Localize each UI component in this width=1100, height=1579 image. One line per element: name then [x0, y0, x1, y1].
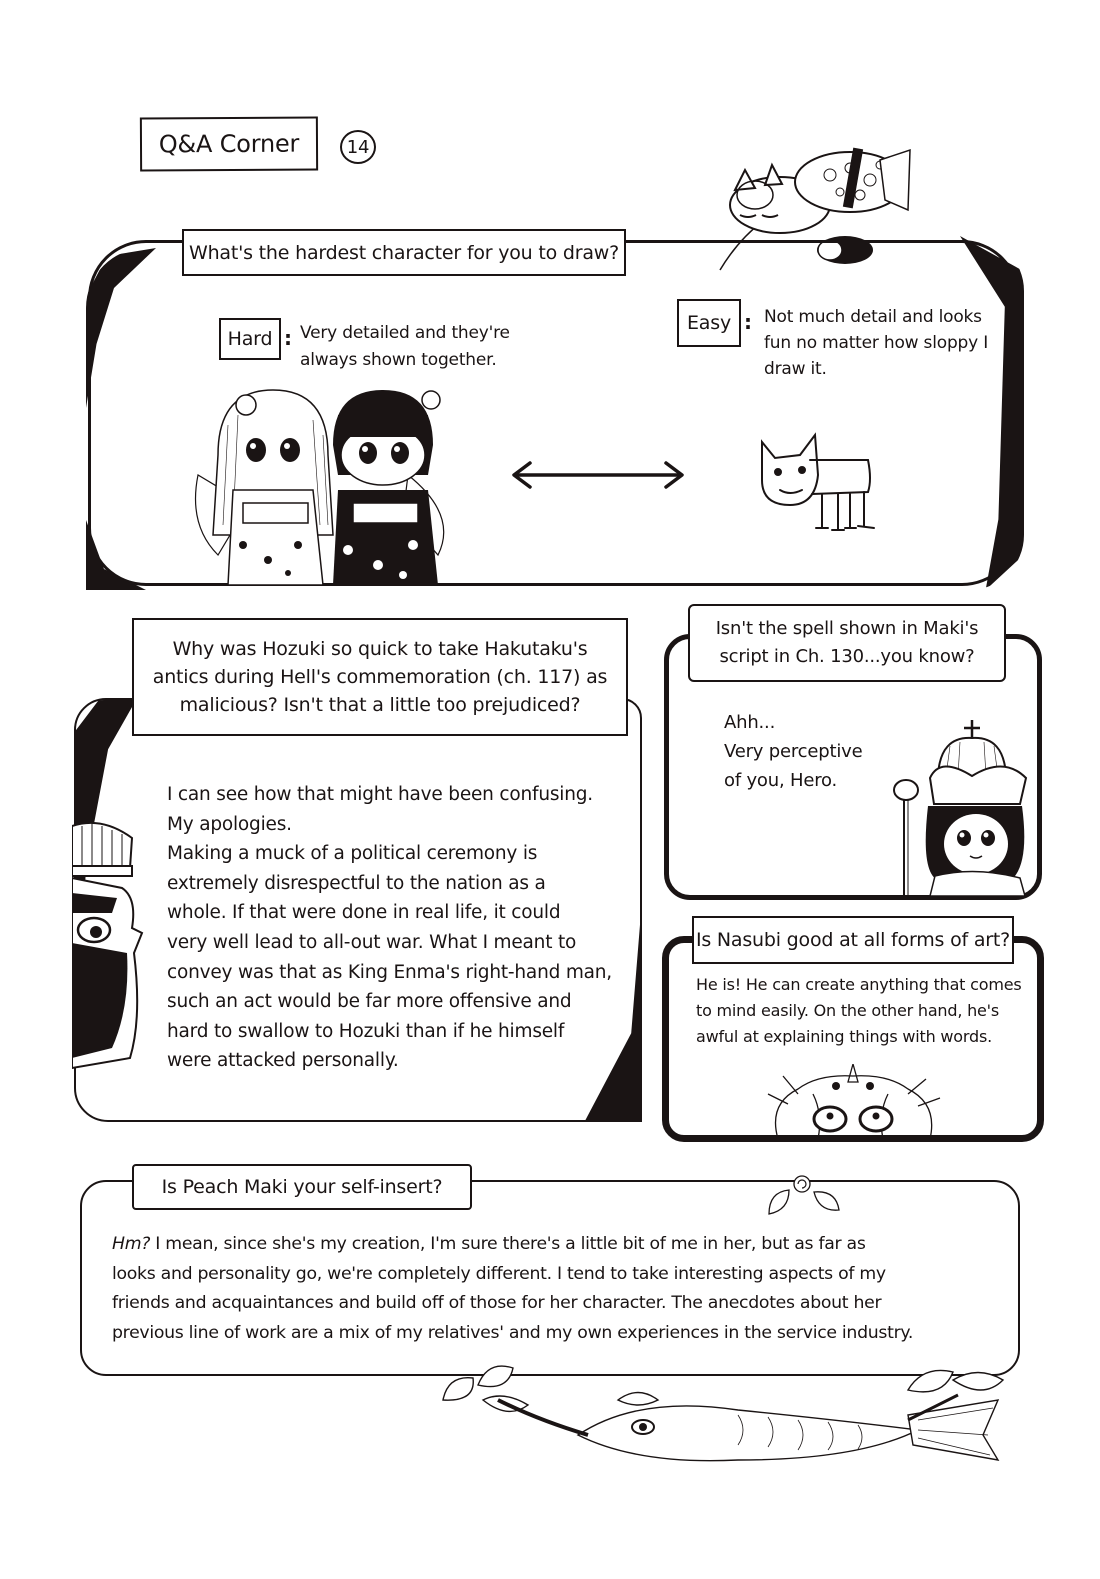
hard-separator: :: [284, 326, 292, 350]
page-title: Q&A Corner: [140, 117, 318, 172]
answer-line: He is! He can create anything that comes: [696, 975, 1022, 994]
easy-description: Not much detail and looks fun no matter how sloppy I draw it.: [764, 307, 989, 379]
easy-label: Easy: [677, 299, 741, 347]
answer-line: previous line of work are a mix of my relatives' and my own experiences in the service industry.: [112, 1322, 914, 1343]
question-line: Isn't the spell shown in Maki's: [715, 618, 979, 639]
question-line: script in Ch. 130...you know?: [719, 646, 975, 667]
question-box: Is Nasubi good at all forms of art?: [692, 916, 1014, 964]
double-arrow-icon: [508, 457, 688, 493]
answer-line: were attacked personally.: [167, 1050, 399, 1072]
answer-text: [696, 972, 1036, 1050]
king-enma-illustration: [72, 818, 152, 1078]
leaves-sprig-illustration: [764, 1172, 844, 1216]
question-box: Why was Hozuki so quick to take Hakutaku's antics during Hell's commemoration (ch. 117) as malicious? Isn't that a little too prejudiced?: [132, 618, 628, 736]
fish-with-leaves-illustration: [438, 1360, 1018, 1470]
answer-lead: Hm?: [112, 1234, 151, 1254]
answer-line: awful at explaining things with words.: [696, 1027, 992, 1046]
answer-line: [112, 1230, 1012, 1260]
answer-line: such an act would be far more offensive and: [167, 991, 572, 1013]
nasubi-illustration: [758, 1064, 948, 1144]
answer-line-rest: I mean, since she's my creation, I'm sure there's a little bit of me in her, but as far as: [150, 1234, 866, 1254]
doodle-cat-illustration: [750, 430, 885, 540]
answer-line: looks and personality go, we're completely different. I tend to take interesting aspects of my: [112, 1263, 886, 1284]
answer-line: convey was that as King Enma's right-hand man,: [167, 961, 612, 983]
question-box: [688, 604, 1006, 682]
answer-text: [167, 780, 627, 1076]
answer-line: very well lead to all-out war. What I meant to: [167, 931, 577, 953]
hard-description: Very detailed and they're always shown together.: [300, 323, 510, 370]
answer-line: Making a muck of a political ceremony is: [167, 843, 538, 865]
answer-line: My apologies.: [167, 813, 292, 835]
question-box: Is Peach Maki your self-insert?: [132, 1164, 472, 1210]
answer-text: [112, 1230, 1012, 1348]
hard-label: Hard: [219, 318, 281, 360]
answer-line: of you, Hero.: [724, 770, 838, 791]
corner-number-badge: 14: [340, 130, 376, 164]
answer-line: Very perceptive: [724, 741, 863, 762]
answer-line: extremely disrespectful to the nation as a: [167, 872, 546, 894]
easy-separator: :: [744, 310, 752, 334]
princess-maki-illustration: [880, 716, 1030, 896]
answer-line: I can see how that might have been confusing.: [167, 784, 593, 805]
question-box: What's the hardest character for you to draw?: [182, 229, 626, 276]
answer-line: friends and acquaintances and build off of those for her character. The anecdotes about her: [112, 1293, 882, 1313]
answer-line: to mind easily. On the other hand, he's: [696, 1001, 1000, 1020]
twin-girls-illustration: [188, 385, 458, 585]
answer-line: Ahh...: [724, 712, 776, 733]
answer-line: whole. If that were done in real life, it could: [167, 902, 561, 924]
answer-line: hard to swallow to Hozuki than if he himself: [167, 1020, 565, 1042]
